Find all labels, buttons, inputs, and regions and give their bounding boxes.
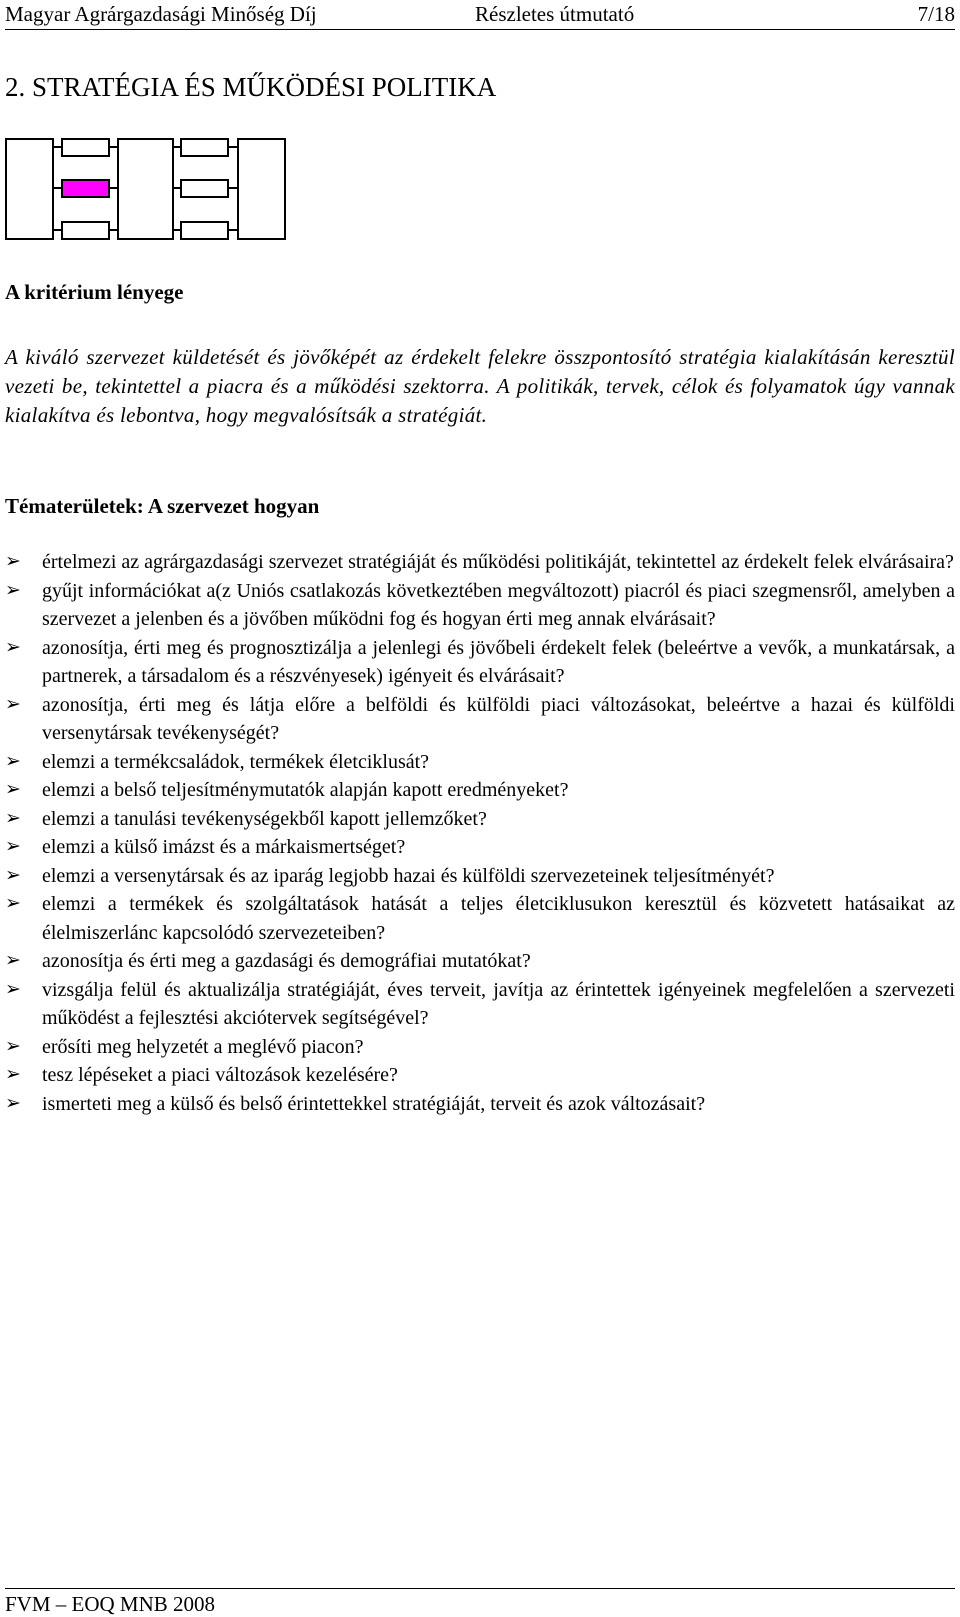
diagram-box-3 <box>62 222 109 239</box>
page-footer <box>5 1588 955 1617</box>
diagram-box-4 <box>181 139 228 156</box>
arrow-right-icon: ➢ <box>5 779 21 800</box>
list-item-text: azonosítja és érti meg a gazdasági és demográfiai mutatókat? <box>42 950 531 972</box>
topics-heading: Tématerületek: A szervezet hogyan <box>5 494 320 518</box>
list-item-text: elemzi a belső teljesítménymutatók alapján kapott eredményeket? <box>42 779 569 801</box>
list-item <box>5 776 955 805</box>
criterion-description: A kiváló szervezet küldetését és jövőképét az érdekelt felekre összpontosító stratégia kialakításán keresztül vezeti be, tekintettel a piacra és a működési szektorra. A politikák, tervek, célok és folyamatok úgy vannak kialakítva és lebontva, hogy megvalósítsák a stratégiát. <box>5 345 955 427</box>
list-item <box>5 1061 955 1090</box>
criterion-heading: A kritérium lényege <box>5 280 184 304</box>
arrow-right-icon: ➢ <box>5 893 21 914</box>
header-subtitle: Részletes útmutató <box>475 2 635 26</box>
list-item <box>5 805 955 834</box>
diagram-right-block <box>238 139 285 239</box>
list-item-text: azonosítja, érti meg és prognosztizálja a jelenlegi és jövőbeli érdekelt felek (beleértve a vevők, a munkatársak, a partnerek, a társadalom és a részvényesek) igényeit és elvárásait? <box>42 636 955 687</box>
arrow-right-icon: ➢ <box>5 1064 21 1085</box>
list-item <box>5 748 955 777</box>
page-number: 7/18 <box>917 2 955 26</box>
arrow-right-icon: ➢ <box>5 950 21 971</box>
list-item <box>5 691 955 748</box>
diagram-box-6 <box>181 222 228 239</box>
list-item-text: értelmezi az agrárgazdasági szervezet stratégiáját és működési politikáját, tekintettel az érdekelt felek elvárásaira? <box>42 551 954 573</box>
diagram-box-5 <box>181 180 228 197</box>
arrow-right-icon: ➢ <box>5 579 21 601</box>
arrow-right-icon: ➢ <box>5 1035 21 1057</box>
list-item-text: ismerteti meg a külső és belső érintettekkel stratégiáját, terveit és azok változásait? <box>42 1092 706 1115</box>
page-header <box>5 0 955 30</box>
list-item-text: elemzi a tanulási tevékenységekből kapott jellemzőket? <box>42 807 487 830</box>
list-item-text: vizsgálja felül és aktualizálja stratégiáját, éves terveit, javítja az érintettek igényeinek megfelelően a szervezeti működést a fejlesztési akciótervek segítségével? <box>42 978 955 1029</box>
topics-list <box>5 548 955 1118</box>
list-item <box>5 890 955 947</box>
list-item <box>5 548 955 577</box>
excellence-model-diagram <box>5 138 287 242</box>
arrow-right-icon: ➢ <box>5 807 21 829</box>
arrow-right-icon: ➢ <box>5 693 21 715</box>
list-item-text: erősíti meg helyzetét a meglévő piacon? <box>42 1035 364 1058</box>
list-item <box>5 833 955 862</box>
list-item <box>5 1090 955 1119</box>
arrow-right-icon: ➢ <box>5 978 21 1000</box>
list-item-text: elemzi a versenytársak és az iparág legjobb hazai és külföldi szervezeteinek teljesítményét? <box>42 864 775 887</box>
diagram-results-block <box>118 139 173 239</box>
list-item <box>5 862 955 891</box>
list-item <box>5 634 955 691</box>
header-title: Magyar Agrárgazdasági Minőség Díj <box>5 2 317 26</box>
arrow-right-icon: ➢ <box>5 750 21 772</box>
arrow-right-icon: ➢ <box>5 1092 21 1114</box>
list-item-text: elemzi a termékcsaládok, termékek életciklusát? <box>42 750 430 773</box>
list-item <box>5 577 955 634</box>
list-item <box>5 947 955 976</box>
arrow-right-icon: ➢ <box>5 864 21 886</box>
arrow-right-icon: ➢ <box>5 836 21 857</box>
list-item <box>5 976 955 1033</box>
list-item-text: gyűjt információkat a(z Uniós csatlakozás következtében megváltozott) piacról és piaci szegmensről, amelyben a szervezet a jelenben és a jövőben működni fog és hogyan érti meg annak elvárásait? <box>42 579 955 630</box>
footer-text: FVM – EOQ MNB 2008 <box>5 1592 216 1616</box>
arrow-right-icon: ➢ <box>5 551 21 572</box>
list-item-text: tesz lépéseket a piaci változások kezelésére? <box>42 1064 398 1086</box>
diagram-strategy-box-highlighted <box>62 180 109 197</box>
section-title: 2. STRATÉGIA ÉS MŰKÖDÉSI POLITIKA <box>5 72 497 102</box>
list-item <box>5 1033 955 1062</box>
list-item-text: elemzi a termékek és szolgáltatások hatását a teljes életciklusukon keresztül és közvetett hatásaikat az élelmiszerlánc kapcsolódó szervezeteiben? <box>42 893 955 944</box>
diagram-box-1 <box>62 139 109 156</box>
arrow-right-icon: ➢ <box>5 636 21 658</box>
list-item-text: elemzi a külső imázst és a márkaismertséget? <box>42 836 406 858</box>
list-item-text: azonosítja, érti meg és látja előre a belföldi és külföldi piaci változásokat, beleértve a hazai és külföldi versenytársak tevékenységét? <box>42 693 955 744</box>
diagram-left-block <box>6 139 53 239</box>
